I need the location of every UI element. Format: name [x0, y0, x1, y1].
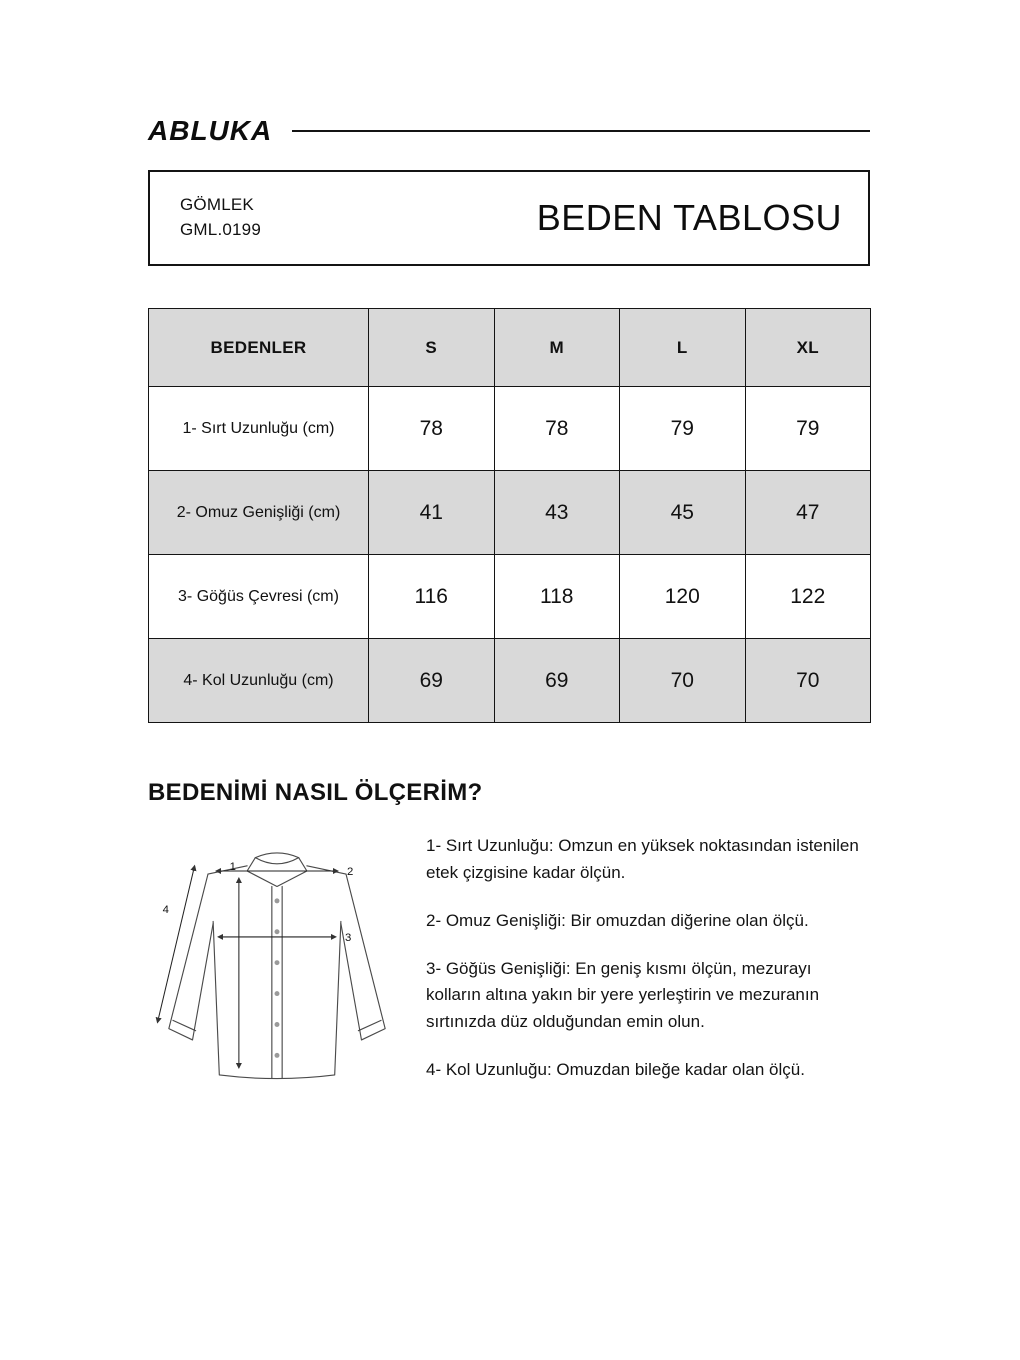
row-label-omuz-genisligi: 2- Omuz Genişliği (cm)	[149, 471, 369, 555]
table-row	[149, 555, 871, 639]
cell-value: 118	[494, 555, 620, 639]
cell-value: 79	[620, 387, 746, 471]
shirt-shoulder-right	[307, 866, 346, 874]
cell-value: 78	[494, 387, 620, 471]
cell-value: 116	[369, 555, 495, 639]
product-code: GML.0199	[180, 220, 261, 239]
instruction-sleeve-length: 4- Kol Uzunluğu: Omuzdan bileğe kadar olan ölçü.	[426, 1060, 805, 1080]
size-table	[148, 308, 871, 723]
table-row	[149, 471, 871, 555]
instruction-chest-width: 3- Göğüs Genişliği: En geniş kısmı ölçün, mezurayı kolların altına yakın bir yere yerleştirin ve mezuranın sırtınızda düz olduğundan emin olun.	[426, 958, 820, 1032]
page-title: BEDEN TABLOSU	[536, 197, 842, 238]
shirt-sleeve-left	[169, 874, 213, 1040]
shirt-illustration	[148, 837, 406, 1110]
cell-value: 70	[620, 639, 746, 723]
cell-value: 120	[620, 555, 746, 639]
cell-value: 43	[494, 471, 620, 555]
header-box	[148, 170, 870, 266]
shirt-collar	[255, 853, 298, 858]
column-header-s: S	[369, 309, 495, 387]
measure-heading: BEDENİMİ NASIL ÖLÇERİM?	[148, 779, 483, 806]
shirt-diagram	[148, 833, 426, 1115]
cell-value: 69	[494, 639, 620, 723]
shirt-cuff-left	[173, 1020, 196, 1030]
shirt-shoulder-left	[208, 866, 247, 874]
product-info	[180, 193, 261, 242]
diagram-label-3: 3	[344, 932, 352, 945]
diagram-label-1: 1	[229, 860, 236, 873]
shirt-neckline	[255, 858, 298, 864]
shirt-sleeve-right	[341, 874, 385, 1040]
shirt-cuff-right	[358, 1020, 381, 1030]
measure-instructions	[426, 833, 870, 1115]
column-header-m: M	[494, 309, 620, 387]
column-header-l: L	[620, 309, 746, 387]
brand-logo: ABLUKA	[148, 115, 273, 146]
product-name: GÖMLEK	[180, 195, 254, 215]
cell-value: 69	[369, 639, 495, 723]
cell-value: 79	[745, 387, 871, 471]
instruction-shoulder-width: 2- Omuz Genişliği: Bir omuzdan diğerine olan ölçü.	[426, 910, 809, 930]
cell-value: 45	[620, 471, 746, 555]
diagram-labels	[163, 861, 354, 944]
instruction-back-length: 1- Sırt Uzunluğu: Omzun en yüksek noktasından istenilen etek çizgisine kadar ölçün.	[426, 836, 859, 882]
cell-value: 70	[745, 639, 871, 723]
diagram-label-4: 4	[162, 904, 169, 917]
cell-value: 122	[745, 555, 871, 639]
shirt-collar-flaps	[247, 858, 307, 887]
cell-value: 41	[369, 471, 495, 555]
shirt-buttons	[275, 898, 280, 1057]
size-table-header-row	[149, 309, 871, 387]
cell-value: 47	[745, 471, 871, 555]
measure-section	[148, 833, 870, 1115]
column-header-bedenler: BEDENLER	[149, 309, 369, 387]
diagram-label-2: 2	[347, 866, 354, 879]
row-label-gogus-cevresi: 3- Göğüs Çevresi (cm)	[149, 555, 369, 639]
row-label-kol-uzunlugu: 4- Kol Uzunluğu (cm)	[149, 639, 369, 723]
cell-value: 78	[369, 387, 495, 471]
brand-header	[148, 112, 870, 150]
column-header-xl: XL	[745, 309, 871, 387]
row-label-sirt-uzunlugu: 1- Sırt Uzunluğu (cm)	[149, 387, 369, 471]
table-row	[149, 639, 871, 723]
shirt-placket	[272, 886, 282, 1078]
table-row	[149, 387, 871, 471]
logo-divider-line	[292, 130, 870, 132]
